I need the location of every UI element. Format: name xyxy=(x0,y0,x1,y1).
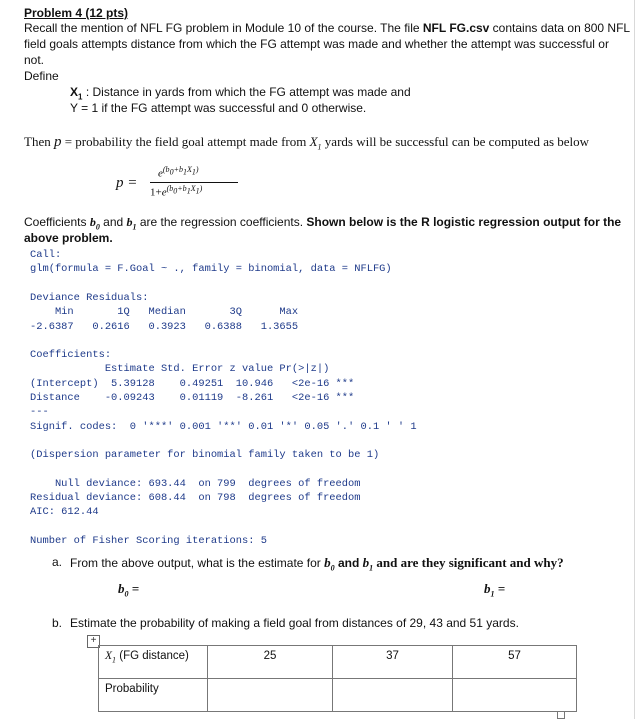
question-b-text: Estimate the probability of making a field goal from distances of 29, 43 and 51 yards. xyxy=(70,616,519,630)
answer-b0: $b_0$ = xyxy=(118,581,140,599)
definition-x1: $X_1$ : Distance in yards from which the FG attempt was made and xyxy=(70,85,411,102)
formula-denominator: $1+e^{(b_0+b_1X_1)}$ xyxy=(150,184,203,199)
intro-line-1 xyxy=(24,21,630,35)
r-output-line: Coefficients: xyxy=(30,349,112,362)
table-cell-distance-2: 37 xyxy=(333,646,453,679)
table-cell-probability-1[interactable] xyxy=(208,679,333,712)
file-name: NFL FG.csv xyxy=(422,21,490,35)
intro-line-2: field goals attempts distance from which the FG attempt was made and whether the attempt was successful or xyxy=(24,37,609,51)
r-output-line: Distance -0.09243 0.01119 -8.261 <2e-16 *** xyxy=(30,392,355,404)
then-text-a: Then xyxy=(24,134,54,149)
probability-table xyxy=(98,645,577,712)
intro-text-end: contains data on 800 NFL xyxy=(489,21,631,35)
r-output-line: Deviance Residuals: xyxy=(30,291,149,304)
intro-line-3: not. xyxy=(24,53,45,67)
resize-handle[interactable] xyxy=(557,711,565,719)
r-output-line: -2.6387 0.2616 0.3923 0.6388 1.3655 xyxy=(30,320,299,333)
r-output-line: Null deviance: 693.44 on 799 degrees of freedom xyxy=(30,477,361,490)
r-output-line: Call: xyxy=(30,249,62,261)
fraction-bar xyxy=(150,182,238,183)
coefficients-bold-text: Shown below is the R logistic regression output for the xyxy=(306,215,622,229)
question-b-marker: b. xyxy=(52,616,63,630)
r-output-line: (Intercept) 5.39128 0.49251 10.946 <2e-16 *** xyxy=(30,377,355,390)
table-cell-distance-1: 25 xyxy=(208,646,333,679)
coefficients-line-2: above problem. xyxy=(24,231,113,245)
table-cell-distance-3: 57 xyxy=(453,646,577,679)
formula-p-equals: p = xyxy=(116,175,138,191)
table-cell-probability-3[interactable] xyxy=(453,679,577,712)
r-output-line: Residual deviance: 608.44 on 798 degrees of freedom xyxy=(30,492,361,505)
r-output-line: --- xyxy=(30,406,49,419)
r-output-line: (Dispersion parameter for binomial family taken to be 1) xyxy=(30,449,380,462)
table-move-handle-icon[interactable]: + xyxy=(87,635,100,648)
r-output-line: glm(formula = F.Goal ~ ., family = binomial, data = NFLFG) xyxy=(30,263,392,276)
table-header-distance: $X_1$ (FG distance) xyxy=(99,646,208,679)
r-output-line: Estimate Std. Error z value Pr(>|z|) xyxy=(30,363,330,376)
then-text-b: = probability the field goal attempt made from xyxy=(61,134,310,149)
page-edge-divider xyxy=(634,0,635,719)
table-row xyxy=(99,646,577,679)
then-text-c: yards will be successful can be computed as below xyxy=(321,134,590,149)
coefficients-line-1: Coefficients $b_0$ and $b_1$ are the regression coefficients. Shown below is the R logistic regression output for the xyxy=(24,215,622,232)
table-header-probability: Probability xyxy=(99,679,208,712)
r-output-line: Signif. codes: 0 '***' 0.001 '**' 0.01 '*' 0.05 '.' 0.1 ' ' 1 xyxy=(30,420,417,433)
r-output-line: Number of Fisher Scoring iterations: 5 xyxy=(30,535,267,547)
then-line: Then p = probability the field goal attempt made from $X_1$ yards will be successful can be computed as below xyxy=(24,134,590,152)
formula-numerator: $e^{(b_0+b_1X_1)}$ xyxy=(158,165,199,180)
table-row xyxy=(99,679,577,712)
r-output-line: AIC: 612.44 xyxy=(30,506,99,519)
answer-b1: $b_1$ = xyxy=(484,581,506,599)
define-label: Define xyxy=(24,69,59,83)
definition-y: Y = 1 if the FG attempt was successful and 0 otherwise. xyxy=(70,101,367,115)
question-a-marker: a. xyxy=(52,555,63,569)
table-cell-probability-2[interactable] xyxy=(333,679,453,712)
definition-x1-text: : Distance in yards from which the FG attempt was made and xyxy=(85,85,411,99)
r-output-line: Min 1Q Median 3Q Max xyxy=(30,306,299,319)
problem-title: Problem 4 (12 pts) xyxy=(24,6,129,20)
intro-text: Recall the mention of NFL FG problem in Module 10 of the course. The file xyxy=(24,21,423,35)
question-a-text: From the above output, what is the estimate for $b_0$ and $b_1$ and are they significant and why? xyxy=(70,555,564,573)
